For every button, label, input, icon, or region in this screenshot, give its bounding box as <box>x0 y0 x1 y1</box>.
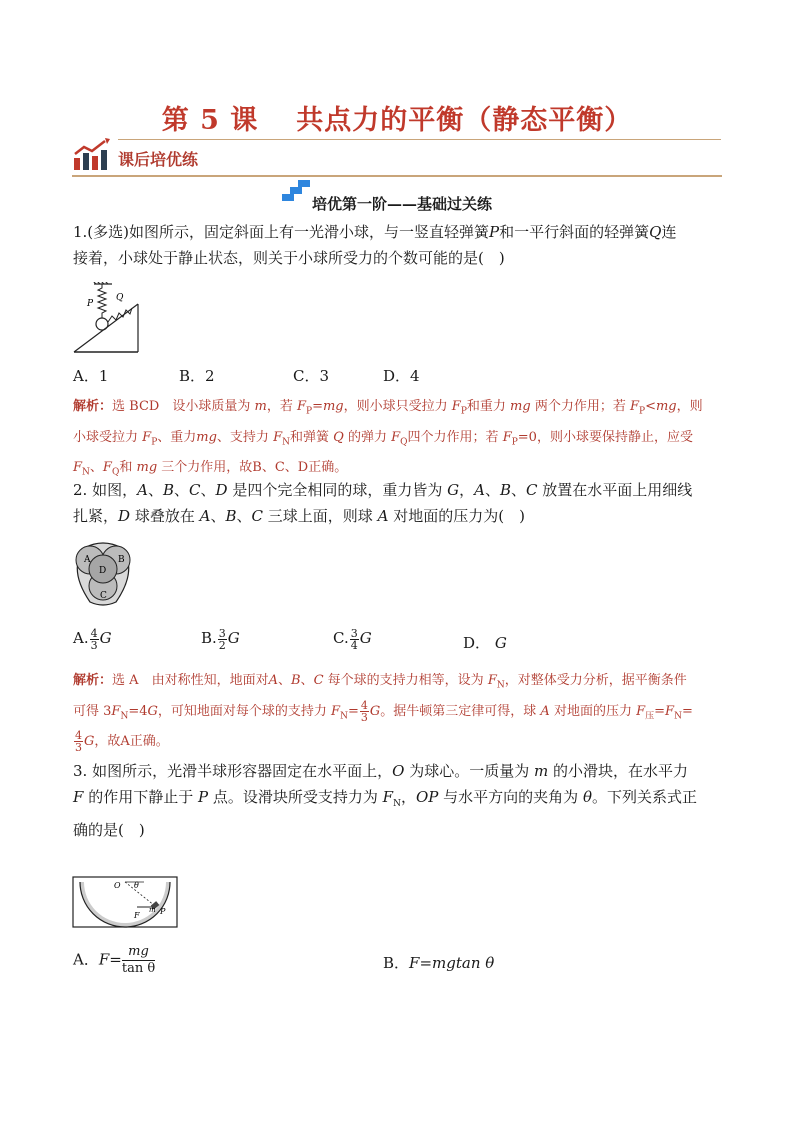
q3-option-a[interactable]: A．F= $\frac{mg}{\text{tan θ}}$ <box>73 944 156 976</box>
q2-answer: 解析：选 A 由对称性知，地面对A、B、C 每个球的支持力相等，设为 $F_N$，对整体受力分析，据平衡条件 可得 $3F_N=4G$，可知地面对每个球的支持力 $F_N=$ $\frac{4}{3}$ G。据牛顿第三定律可得，球 A 对地面的压力 $F_压=F_N=$ $\frac{4}{3}$ G，故A正确。 <box>73 673 693 755</box>
q1-stem: 1.(多选)如图所示，固定斜面上有一光滑小球，与一竖直轻弹簧P和一平行斜面的轻弹簧Q连 接着，小球处于静止状态，则关于小球所受力的个数可能的是( ) <box>73 223 677 267</box>
lesson-number: 第 5 课 <box>161 105 259 136</box>
fig-label-P: P <box>87 299 94 309</box>
q1-option-c[interactable]: C．3 <box>293 367 330 385</box>
section-label: 课后培优练 <box>118 150 199 169</box>
page-title <box>0 98 794 137</box>
q2-option-c[interactable]: C. $\frac{3}{4}$ G <box>333 626 372 652</box>
q2-stem: 2. 如图，A、B、C、D 是四个完全相同的球，重力皆为 G，A、B、C 放置在水平面上用细线 扎紧，D 球叠放在 A、B、C 三球上面，则球 A 对地面的压力为( ) <box>73 481 693 525</box>
q2-option-b[interactable]: B. $\frac{3}{2}$ G <box>201 626 240 652</box>
header-rule-bottom <box>72 175 722 177</box>
ball-B: B <box>118 555 125 565</box>
q3-option-b[interactable]: B．F=mgtan θ <box>383 954 495 972</box>
q1-option-d[interactable]: D．4 <box>383 367 420 385</box>
q1-option-a[interactable]: A．1 <box>73 367 109 385</box>
fig-label-O: O <box>114 881 121 890</box>
steps-icon <box>282 180 310 202</box>
header-rule-top <box>118 139 721 140</box>
fig-label-Q: Q <box>116 293 124 303</box>
q2-option-a[interactable]: A. $\frac{4}{3}$ G <box>73 626 112 652</box>
ball-C: C <box>100 591 107 601</box>
fig-label-P: P <box>160 907 166 916</box>
ball-D: D <box>99 566 107 576</box>
subheading: 培优第一阶——基础过关练 <box>312 195 493 213</box>
q3-figure <box>72 876 178 928</box>
q3-stem: 3. 如图所示，光滑半球形容器固定在水平面上，O 为球心。一质量为 m 的小滑块，在水平力 F 的作用下静止于 P 点。设滑块所受支持力为 $F_N$，OP 与水平方向的夹角为 θ。下列关系式正 确的是( ) <box>73 762 697 839</box>
fig-label-theta: θ <box>134 881 139 890</box>
q1-option-b[interactable]: B．2 <box>179 367 215 385</box>
lesson-topic: 共点力的平衡（静态平衡） <box>296 105 633 136</box>
fig-label-m: m <box>149 906 156 914</box>
q2-figure <box>70 540 136 608</box>
q1-answer: 解析：选 BCD 设小球质量为 m，若 $F_P=mg$，则小球只受拉力 $F_P$和重力 mg 两个力作用；若 $F_P<mg$，则 小球受拉力 $F_P$、重力mg、支持力 $F_N$和弹簧 Q 的弹力 $F_Q$四个力作用；若 $F_P=0$，则小球要保持静止，应受 $F_N$、$F_Q$和 mg 三个力作用，故B、C、D正确。 <box>73 399 703 478</box>
q1-figure <box>72 282 142 354</box>
chart-growth-icon <box>72 138 112 172</box>
ball-A: A <box>84 555 91 565</box>
q2-option-d[interactable]: D． G <box>463 634 507 652</box>
fig-label-F: F <box>134 911 140 920</box>
